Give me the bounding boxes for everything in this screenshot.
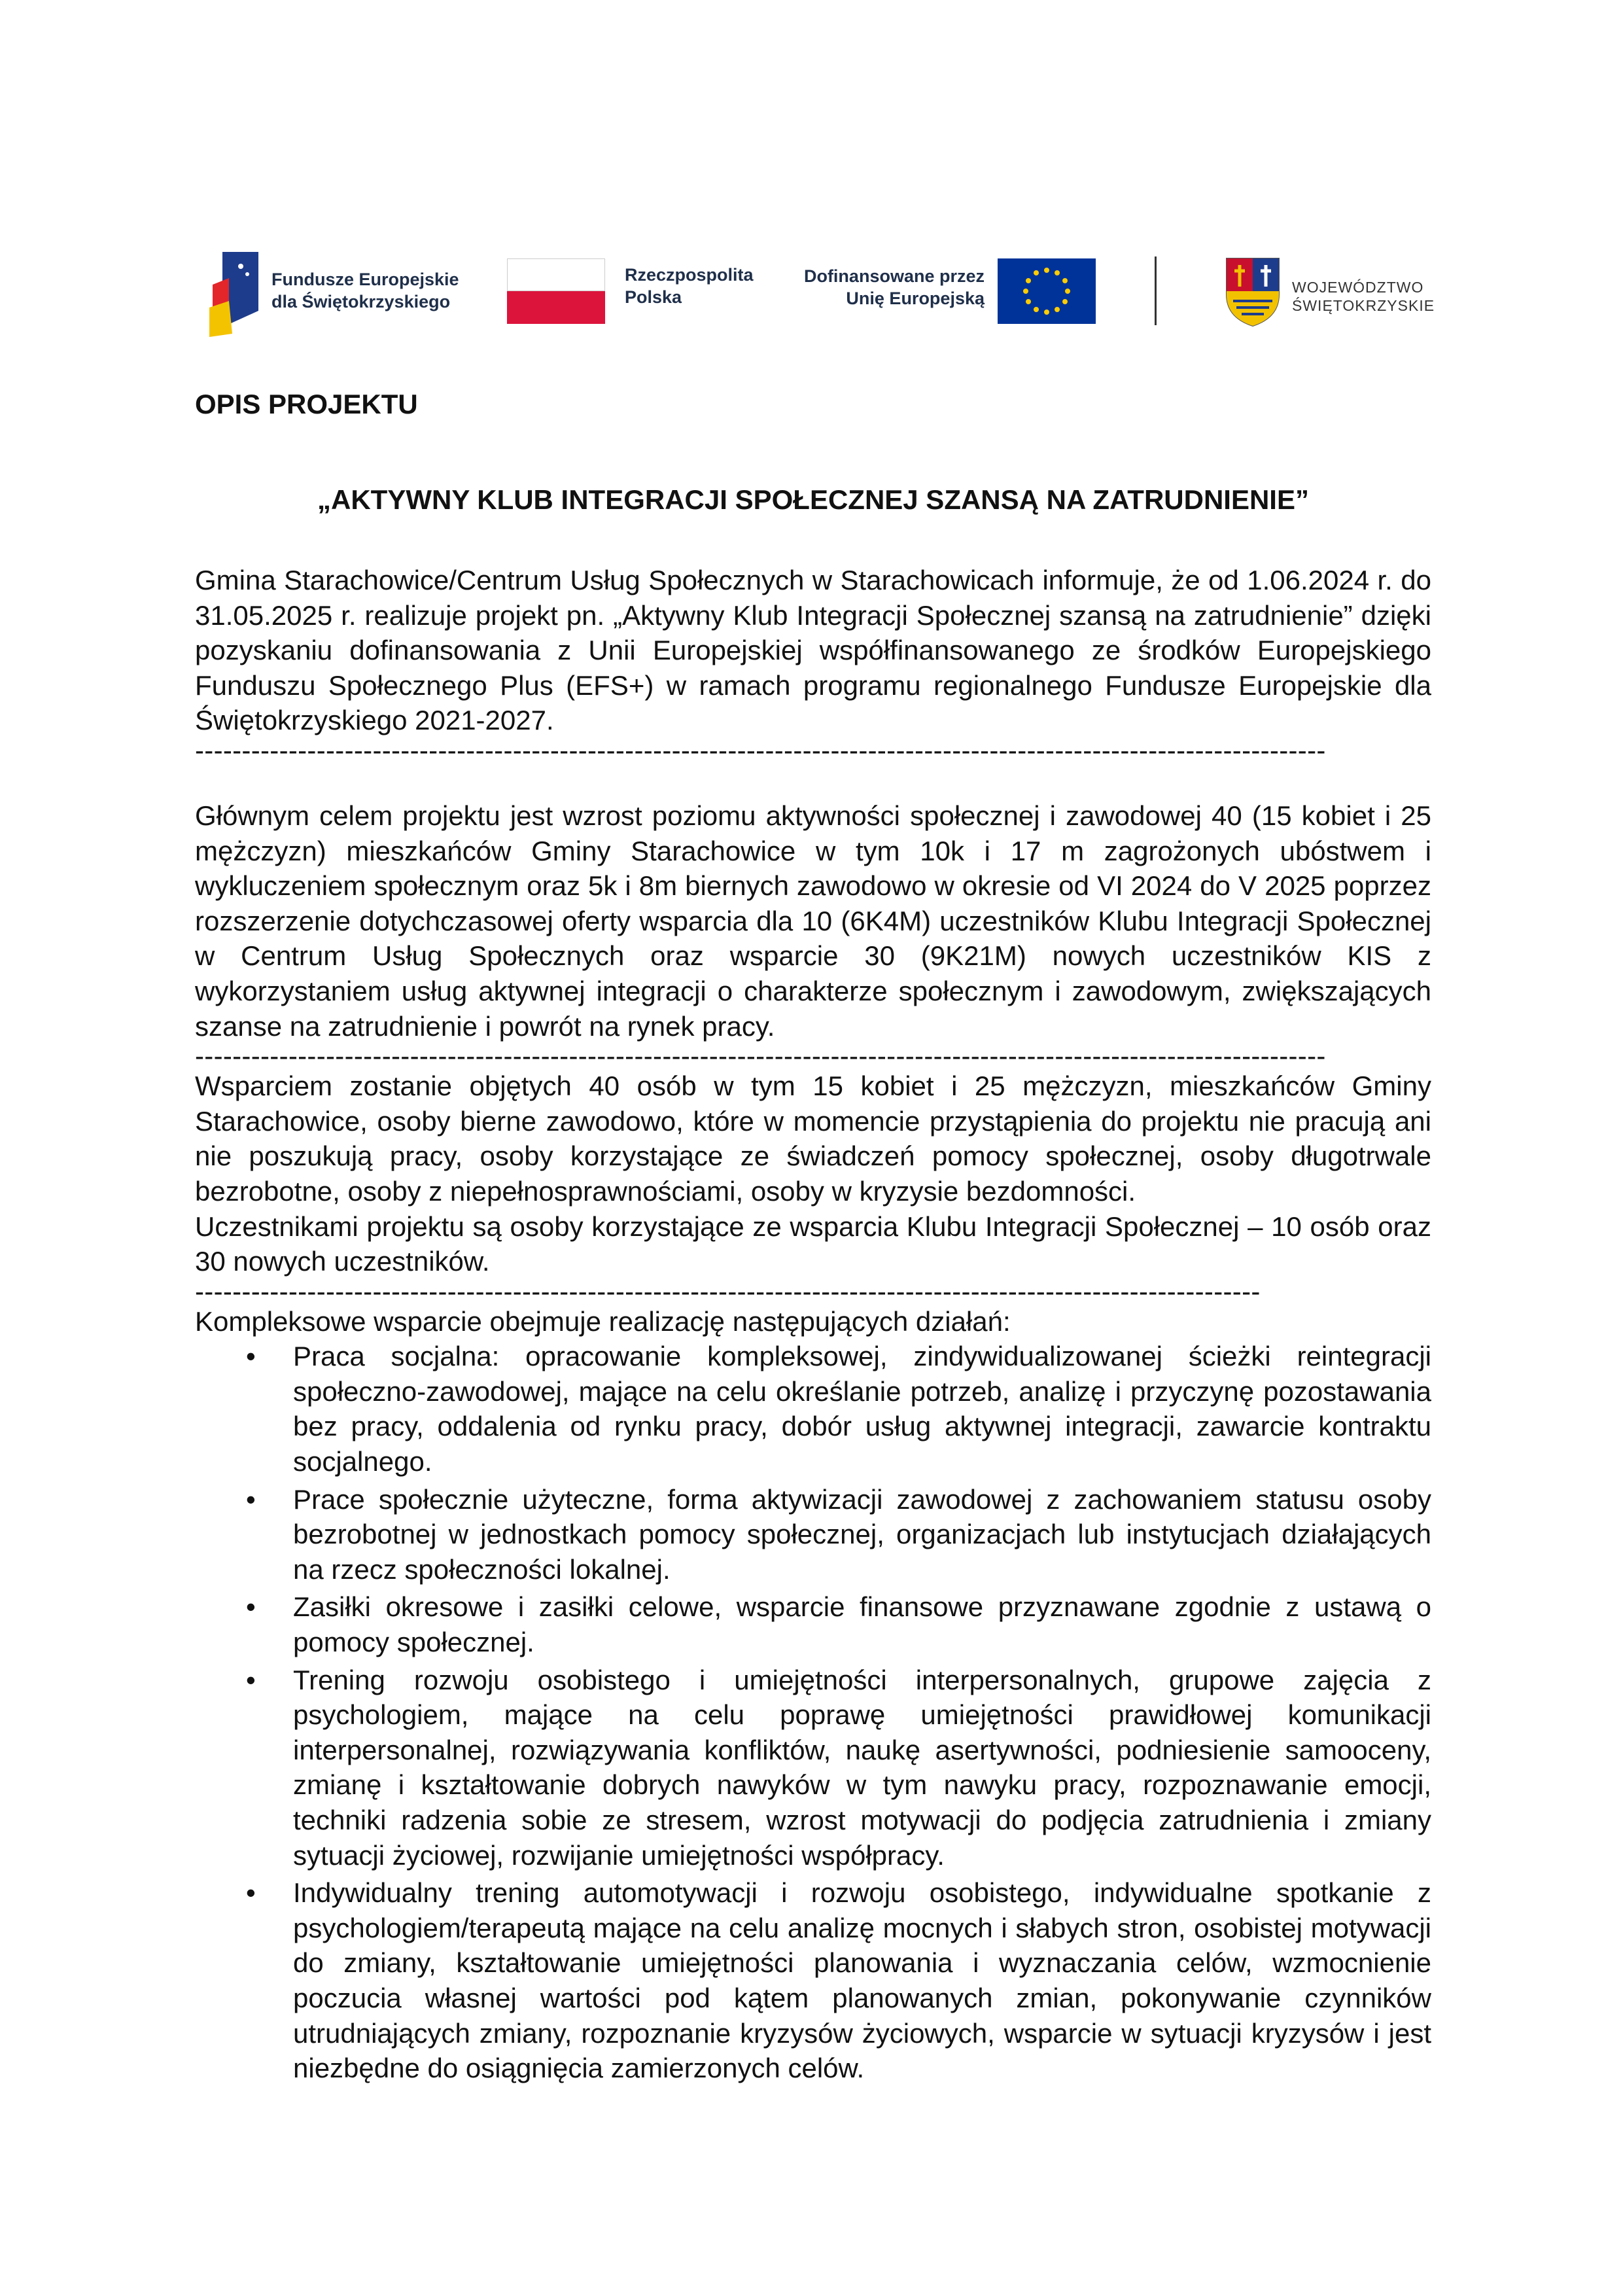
list-item: • Prace społecznie użyteczne, forma aktywizacji zawodowej z zachowaniem statusu osoby bezrobotnej w jednostkach pomocy społecznej, organizacjach lub instytucjach działających na rzecz społeczności lokalnej. bbox=[293, 1482, 1431, 1587]
goal-paragraph: Głównym celem projektu jest wzrost poziomu aktywności społecznej i zawodowej 40 (15 kobiet i 25 mężczyzn) mieszkańców Gminy Starachowice w tym 10k i 17 m zagrożonych ubóstwem i wykluczeniem społecznym oraz 5k i 8m biernych zawodowo w okresie od VI 2024 do V 2025 poprzez rozszerzenie dotychczasowej oferty wsparcia dla 10 (6K4M) uczestników Klubu Integracji Społecznej w Centrum Usług Społecznych oraz wsparcie 30 (9K21M) nowych uczestników KIS z wykorzystaniem usług aktywnej integracji o charakterze społecznym i zawodowym, zwiększających szanse na zatrudnienie i powrót na rynek pracy. bbox=[195, 800, 1431, 1042]
participants-paragraph: Uczestnikami projektu są osoby korzystające ze wsparcia Klubu Integracji Społecznej – 10 osób oraz 30 nowych uczestników. bbox=[195, 1210, 1431, 1277]
page-heading: OPIS PROJEKTU bbox=[195, 389, 418, 419]
list-item: • Trening rozwoju osobistego i umiejętności interpersonalnych, grupowe zajęcia z psychologiem, mające na celu poprawę umiejętności prawidłowej komunikacji interpersonalnej, rozwiązywania konfliktów, naukę asertywności, podniesienie samooceny, zmianę i kształtowanie dobrych nawyków w tym nawyku pracy, rozpoznawanie emocji, techniki radzenia sobie ze stresem, wzrost motywacji do podjęcia zatrudnienia i zmiany sytuacji życiowej, rozwijanie umiejętności współpracy. bbox=[293, 1663, 1431, 1873]
eu-logo-line1: Dofinansowane przez bbox=[803, 266, 985, 286]
logo-bar bbox=[196, 242, 1435, 347]
region-logo-line1: WOJEWÓDZTWO bbox=[1292, 279, 1424, 296]
separator: ------------------------------------------------------------------------------------------------------------------------- bbox=[195, 1044, 1326, 1069]
support-paragraph: Wsparciem zostanie objętych 40 osób w tym 15 kobiet i 25 mężczyzn, mieszkańców Gminy Starachowice, osoby bierne zawodowo, które w momencie przystąpienia do projektu nie pracują ani nie poszukują pracy, osoby korzystające ze świadczeń pomocy społecznej, osoby długotrwale bezrobotne, osoby z niepełnosprawnościami, osoby w kryzysie bezdomności. bbox=[195, 1070, 1431, 1207]
list-item: • Zasiłki okresowe i zasiłki celowe, wsparcie finansowe przyznawane zgodnie z ustawą o pomocy społecznej. bbox=[293, 1589, 1431, 1659]
separator: ------------------------------------------------------------------------------------------------------------------------- bbox=[195, 737, 1326, 763]
eu-flag-icon bbox=[998, 258, 1096, 324]
coat-of-arms-icon bbox=[1223, 255, 1282, 327]
eu-logo-line2: Unię Europejską bbox=[846, 289, 985, 308]
polish-flag-icon bbox=[507, 258, 605, 324]
efs-logo-line2: dla Świętokrzyskiego bbox=[271, 292, 451, 311]
efs-logo-line1: Fundusze Europejskie bbox=[271, 270, 459, 289]
region-logo-line2: ŚWIĘTOKRZYSKIE bbox=[1292, 297, 1435, 314]
separator: ------------------------------------------------------------------------------------------------------------------ bbox=[195, 1279, 1261, 1304]
document-body bbox=[195, 386, 1431, 2089]
pl-logo-line2: Polska bbox=[625, 287, 682, 307]
project-title: „AKTYWNY KLUB INTEGRACJI SPOŁECZNEJ SZANSĄ NA ZATRUDNIENIE” bbox=[317, 484, 1309, 515]
actions-list bbox=[195, 1339, 1431, 2085]
fundusze-europejskie-icon bbox=[209, 245, 262, 337]
logo-divider bbox=[1155, 256, 1157, 325]
pl-logo-line1: Rzeczpospolita bbox=[625, 265, 754, 285]
list-item: • Praca socjalna: opracowanie kompleksowej, zindywidualizowanej ścieżki reintegracji społeczno-zawodowej, mające na celu określanie potrzeb, analizę i przyczynę pozostawania bez pracy, oddalenia od rynku pracy, dobór usług aktywnej integracji, zawarcie kontraktu socjalnego. bbox=[293, 1339, 1431, 1479]
intro-paragraph: Gmina Starachowice/Centrum Usług Społecznych w Starachowicach informuje, że od 1.06.2024 r. do 31.05.2025 r. realizuje projekt pn. „Aktywny Klub Integracji Społecznej szansą na zatrudnienie” dzięki pozyskaniu dofinansowania z Unii Europejskiej współfinansowanego ze środków Europejskiego Funduszu Społecznego Plus (EFS+) w ramach programu regionalnego Fundusze Europejskie dla Świętokrzyskiego 2021-2027. bbox=[195, 565, 1431, 736]
list-item: • Indywidualny trening automotywacji i rozwoju osobistego, indywidualne spotkanie z psychologiem/terapeutą mające na celu analizę mocnych i słabych stron, osobistej motywacji do zmiany, kształtowanie umiejętności planowania i wyznaczania celów, wzmocnienie poczucia własnej wartości pod kątem planowanych zmian, pokonywanie czynników utrudniających zmiany, rozpoznanie kryzysów życiowych, wsparcie w sytuacji kryzysów i jest niezbędne do osiągnięcia zamierzonych celów. bbox=[293, 1875, 1431, 2086]
actions-intro: Kompleksowe wsparcie obejmuje realizację następujących działań: bbox=[195, 1305, 1011, 1337]
